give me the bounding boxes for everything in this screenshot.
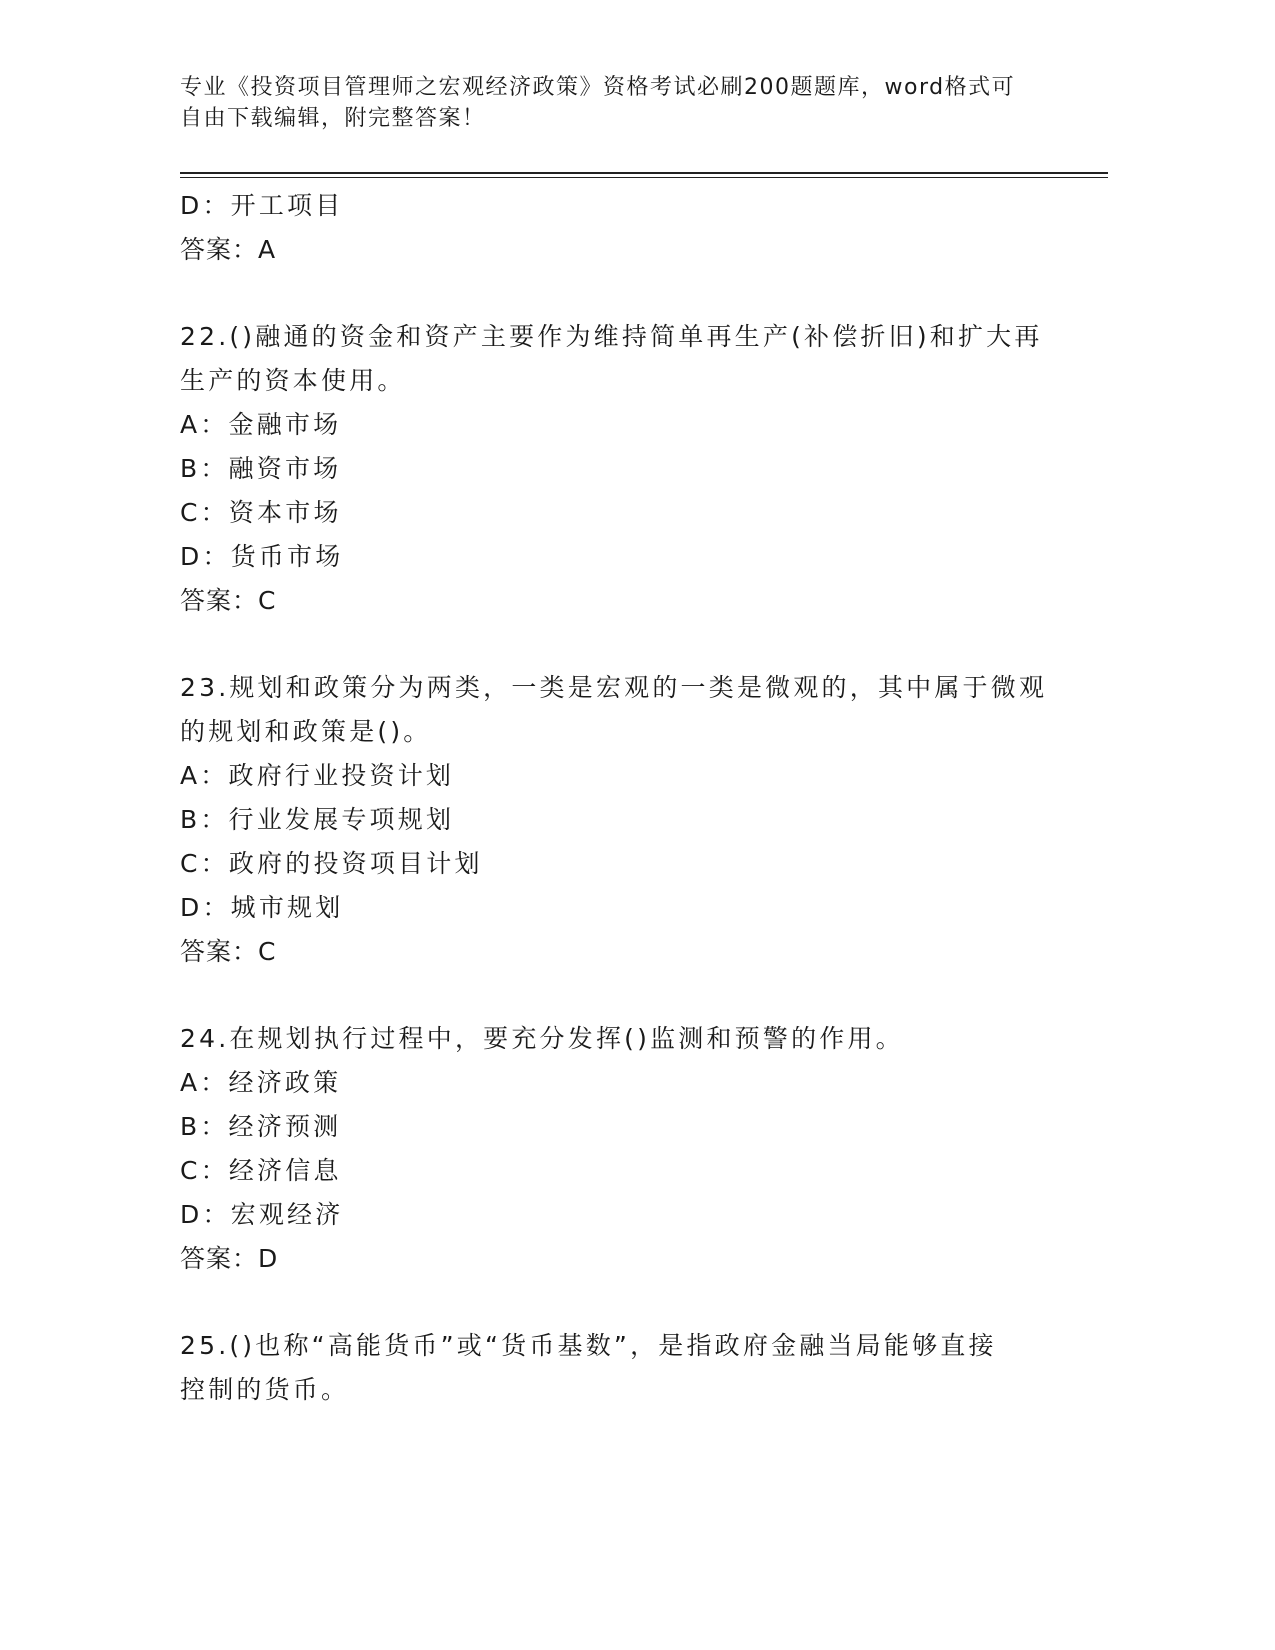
option-c: C：资本市场	[180, 498, 342, 527]
question-stem-line-1: 22.()融通的资金和资产主要作为维持简单再生产(补偿折旧)和扩大再	[180, 322, 1043, 351]
option-b: B：行业发展专项规划	[180, 805, 455, 834]
question-25	[180, 1324, 1060, 1412]
option-d: D：城市规划	[180, 893, 344, 922]
answer-line: 答案：C	[180, 586, 277, 615]
option-b: B：融资市场	[180, 454, 342, 483]
answer-line: 答案：C	[180, 937, 277, 966]
option-a: A：金融市场	[180, 410, 342, 439]
question-24	[180, 1017, 1060, 1281]
document-header	[180, 72, 1060, 134]
option-c: C：政府的投资项目计划	[180, 849, 483, 878]
question-stem-line-1: 24.在规划执行过程中，要充分发挥()监测和预警的作用。	[180, 1024, 904, 1053]
question-content	[180, 184, 1060, 1412]
header-rule-thin	[180, 177, 1108, 178]
option-d: D：宏观经济	[180, 1200, 344, 1229]
previous-question-tail	[180, 184, 1060, 272]
option-d: D：货币市场	[180, 542, 344, 571]
question-22	[180, 315, 1060, 623]
question-23	[180, 666, 1060, 974]
header-line-1: 专业《投资项目管理师之宏观经济政策》资格考试必刷200题题库，word格式可	[180, 75, 1016, 100]
question-stem-line-2: 控制的货币。	[180, 1375, 350, 1404]
option-c: C：经济信息	[180, 1156, 342, 1185]
answer-line: 答案：A	[180, 235, 277, 264]
option-a: A：经济政策	[180, 1068, 342, 1097]
question-stem-line-1: 23.规划和政策分为两类，一类是宏观的一类是微观的，其中属于微观	[180, 673, 1048, 702]
option-a: A：政府行业投资计划	[180, 761, 455, 790]
option-b: B：经济预测	[180, 1112, 342, 1141]
answer-line: 答案：D	[180, 1244, 279, 1273]
option-d: D：开工项目	[180, 191, 344, 220]
header-line-2: 自由下载编辑，附完整答案！	[180, 106, 486, 131]
question-stem-line-2: 生产的资本使用。	[180, 366, 406, 395]
header-rule-thick	[180, 172, 1108, 174]
question-stem-line-1: 25.()也称“高能货币”或“货币基数”，是指政府金融当局能够直接	[180, 1331, 997, 1360]
question-stem-line-2: 的规划和政策是()。	[180, 717, 432, 746]
